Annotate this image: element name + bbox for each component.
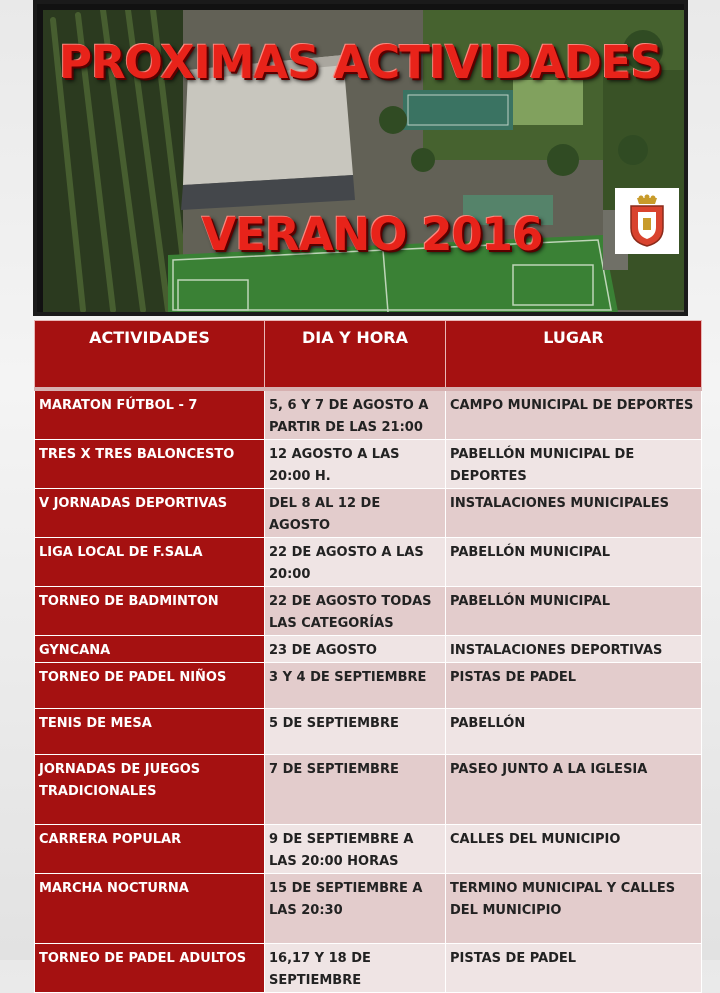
title-line-2: VERANO 2016 (201, 208, 543, 261)
date-cell: 9 DE SEPTIEMBRE A LAS 20:00 HORAS (265, 825, 446, 874)
date-cell: 15 DE SEPTIEMBRE A LAS 20:30 (265, 874, 446, 944)
table-row (35, 489, 702, 538)
table-header-row (35, 321, 702, 390)
activity-cell: CARRERA POPULAR (35, 825, 265, 874)
activity-cell: TORNEO DE PADEL ADULTOS (35, 944, 265, 993)
activity-cell: MARATON FÚTBOL - 7 (35, 389, 265, 440)
date-cell: 3 Y 4 DE SEPTIEMBRE (265, 663, 446, 709)
place-cell: PASEO JUNTO A LA IGLESIA (446, 755, 702, 825)
place-cell: CAMPO MUNICIPAL DE DEPORTES (446, 389, 702, 440)
place-cell: CALLES DEL MUNICIPIO (446, 825, 702, 874)
title-line-1: PROXIMAS ACTIVIDADES (59, 36, 662, 89)
place-cell: PABELLÓN MUNICIPAL DE DEPORTES (446, 440, 702, 489)
header-lugar: LUGAR (446, 321, 702, 390)
place-cell: PABELLÓN (446, 709, 702, 755)
place-cell: PISTAS DE PADEL (446, 944, 702, 993)
date-cell: 12 AGOSTO A LAS 20:00 H. (265, 440, 446, 489)
activity-cell: V JORNADAS DEPORTIVAS (35, 489, 265, 538)
activity-cell: TRES X TRES BALONCESTO (35, 440, 265, 489)
activity-cell: GYNCANA (35, 636, 265, 663)
table-row (35, 587, 702, 636)
place-cell: PABELLÓN MUNICIPAL (446, 587, 702, 636)
date-cell: 7 DE SEPTIEMBRE (265, 755, 446, 825)
activity-cell: JORNADAS DE JUEGOS TRADICIONALES (35, 755, 265, 825)
table-row (35, 538, 702, 587)
activity-cell: MARCHA NOCTURNA (35, 874, 265, 944)
place-cell: INSTALACIONES DEPORTIVAS (446, 636, 702, 663)
activity-cell: LIGA LOCAL DE F.SALA (35, 538, 265, 587)
activity-cell: TORNEO DE BADMINTON (35, 587, 265, 636)
table-row (35, 825, 702, 874)
table-row (35, 709, 702, 755)
table-row (35, 663, 702, 709)
date-cell: 23 DE AGOSTO (265, 636, 446, 663)
coat-of-arms-icon (615, 188, 679, 254)
place-cell: INSTALACIONES MUNICIPALES (446, 489, 702, 538)
place-cell: PISTAS DE PADEL (446, 663, 702, 709)
header-dia-y-hora: DIA Y HORA (265, 321, 446, 390)
date-cell: DEL 8 AL 12 DE AGOSTO (265, 489, 446, 538)
header-actividades: ACTIVIDADES (35, 321, 265, 390)
date-cell: 16,17 Y 18 DE SEPTIEMBRE (265, 944, 446, 993)
table-row (35, 440, 702, 489)
activity-cell: TENIS DE MESA (35, 709, 265, 755)
place-cell: PABELLÓN MUNICIPAL (446, 538, 702, 587)
table-row (35, 755, 702, 825)
date-cell: 22 DE AGOSTO A LAS 20:00 (265, 538, 446, 587)
date-cell: 22 DE AGOSTO TODAS LAS CATEGORÍAS (265, 587, 446, 636)
date-cell: 5 DE SEPTIEMBRE (265, 709, 446, 755)
date-cell: 5, 6 Y 7 DE AGOSTO A PARTIR DE LAS 21:00 (265, 389, 446, 440)
table-row (35, 636, 702, 663)
activities-table (34, 320, 702, 993)
banner (33, 0, 688, 316)
table-row (35, 944, 702, 993)
activity-cell: TORNEO DE PADEL NIÑOS (35, 663, 265, 709)
table-row (35, 874, 702, 944)
table-row (35, 389, 702, 440)
place-cell: TERMINO MUNICIPAL Y CALLES DEL MUNICIPIO (446, 874, 702, 944)
